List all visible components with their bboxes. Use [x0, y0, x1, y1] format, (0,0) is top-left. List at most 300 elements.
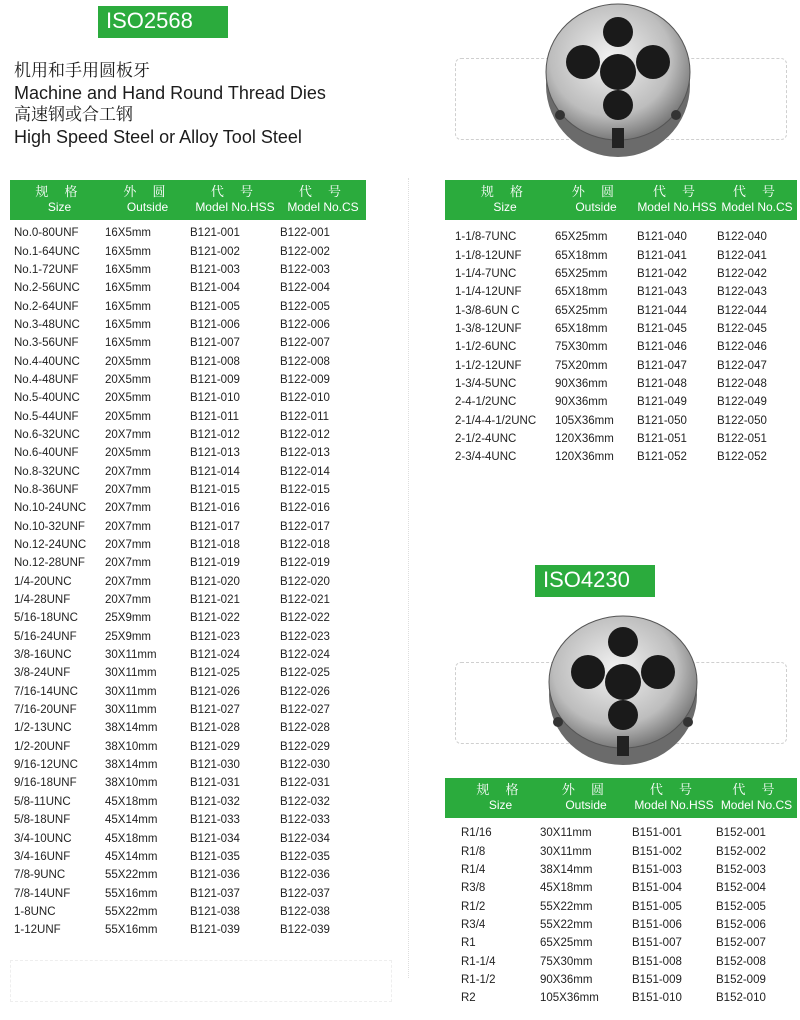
outside-cell: 20X7mm: [105, 594, 152, 607]
round-die-photo: [538, 610, 708, 770]
hss-model-cell: B151-005: [632, 900, 682, 913]
cs-model-cell: B122-038: [280, 905, 330, 918]
size-cell: 2-1/4-4-1/2UNC: [455, 414, 537, 427]
hss-model-cell: B121-038: [190, 905, 240, 918]
hss-model-cell: B151-004: [632, 882, 682, 895]
outside-cell: 20X7mm: [105, 539, 152, 552]
size-header: 规 格 Size: [480, 185, 530, 214]
size-cell: No.8-36UNF: [14, 483, 79, 496]
cs-model-cell: B122-051: [717, 432, 767, 445]
hss-model-cell: B121-039: [190, 924, 240, 937]
table-row: [445, 320, 797, 338]
size-cell: No.12-24UNC: [14, 539, 87, 552]
hss-model-cell: B151-003: [632, 863, 682, 876]
hss-model-cell: B121-045: [637, 322, 687, 335]
size-cell: 5/16-18UNC: [14, 612, 78, 625]
cs-model-cell: B122-032: [280, 795, 330, 808]
size-cell: 1-12UNF: [14, 924, 61, 937]
outside-cell: 65X18mm: [555, 322, 608, 335]
outside-cell: 75X30mm: [540, 955, 593, 968]
hss-model-cell: B121-040: [637, 231, 687, 244]
table-row: [445, 971, 797, 989]
outside-cell: 20X5mm: [105, 373, 152, 386]
hss-model-cell: B121-021: [190, 594, 240, 607]
outside-cell: 90X36mm: [540, 973, 593, 986]
outside-cell: 16X5mm: [105, 227, 152, 240]
hss-model-cell: B121-004: [190, 282, 240, 295]
hss-model-cell: B121-002: [190, 245, 240, 258]
table-row: [10, 224, 366, 242]
size-cell: 7/16-14UNC: [14, 685, 78, 698]
size-cell: 1-3/8-6UN C: [455, 304, 520, 317]
table-row: [445, 301, 797, 319]
size-cell: 1-3/8-12UNF: [455, 322, 522, 335]
outside-cell: 25X9mm: [105, 612, 152, 625]
hss-model-cell: B121-003: [190, 263, 240, 276]
outside-cell: 38X14mm: [105, 722, 158, 735]
hss-model-cell: B121-005: [190, 300, 240, 313]
hss-model-cell: B151-001: [632, 827, 682, 840]
outside-cell: 38X10mm: [105, 740, 158, 753]
table-row: [10, 426, 366, 444]
cs-model-cell: B152-004: [716, 882, 766, 895]
outside-cell: 65X18mm: [555, 286, 608, 299]
table-body: [445, 220, 797, 466]
table-row: [10, 591, 366, 609]
table-row: [10, 664, 366, 682]
table-row: [10, 407, 366, 425]
cs-model-cell: B122-030: [280, 759, 330, 772]
cs-model-cell: B122-005: [280, 300, 330, 313]
table-body: [445, 818, 797, 1007]
outside-cell: 38X14mm: [540, 863, 593, 876]
table-row: [10, 774, 366, 792]
cs-model-cell: B152-005: [716, 900, 766, 913]
size-cell: 1-8UNC: [14, 905, 56, 918]
cs-model-cell: B122-026: [280, 685, 330, 698]
hss-model-cell: B121-014: [190, 465, 240, 478]
cs-model-cell: B152-001: [716, 827, 766, 840]
outside-cell: 16X5mm: [105, 263, 152, 276]
cs-model-cell: B122-042: [717, 267, 767, 280]
table-row: [10, 903, 366, 921]
table-row: [10, 738, 366, 756]
round-die-photo: [538, 0, 698, 160]
cs-model-cell: B122-049: [717, 396, 767, 409]
hss-model-cell: B151-002: [632, 845, 682, 858]
table-row: [10, 719, 366, 737]
hss-model-cell: B121-044: [637, 304, 687, 317]
cs-model-cell: B122-050: [717, 414, 767, 427]
hss-model-cell: B151-008: [632, 955, 682, 968]
outside-cell: 30X11mm: [540, 827, 592, 840]
table-row: [10, 609, 366, 627]
outside-cell: 45X18mm: [540, 882, 593, 895]
size-cell: R1-1/2: [461, 973, 496, 986]
size-cell: 3/4-10UNC: [14, 832, 72, 845]
cs-model-cell: B122-018: [280, 539, 330, 552]
table-row: [445, 842, 797, 860]
size-cell: 1-1/4-12UNF: [455, 286, 522, 299]
hss-model-cell: B121-031: [190, 777, 240, 790]
outside-cell: 16X5mm: [105, 300, 152, 313]
outside-cell: 90X36mm: [555, 377, 608, 390]
outside-cell: 38X14mm: [105, 759, 158, 772]
inch-dies-table-left: [10, 180, 366, 939]
cs-model-cell: B152-010: [716, 992, 766, 1005]
hss-model-cell: B151-006: [632, 918, 682, 931]
outside-cell: 25X9mm: [105, 630, 152, 643]
hss-model-cell: B121-034: [190, 832, 240, 845]
table-header: [10, 180, 366, 220]
cs-model-cell: B122-012: [280, 428, 330, 441]
table-row: [445, 897, 797, 915]
outside-cell: 55X16mm: [105, 887, 158, 900]
size-cell: 7/16-20UNF: [14, 704, 77, 717]
outside-cell: 45X18mm: [105, 795, 158, 808]
outside-cell: 75X30mm: [555, 341, 608, 354]
outside-cell: 20X7mm: [105, 502, 152, 515]
outside-cell: 16X5mm: [105, 337, 152, 350]
cs-model-cell: B122-031: [280, 777, 330, 790]
hss-model-cell: B121-035: [190, 850, 240, 863]
size-cell: 2-3/4-4UNC: [455, 451, 517, 464]
cs-model-cell: B122-006: [280, 318, 330, 331]
size-cell: 1-1/4-7UNC: [455, 267, 517, 280]
hss-model-cell: B121-050: [637, 414, 687, 427]
size-cell: 9/16-12UNC: [14, 759, 78, 772]
size-header: 规 格 Size: [35, 185, 84, 214]
hss-model-cell: B121-051: [637, 432, 687, 445]
size-cell: 1/4-20UNC: [14, 575, 72, 588]
outside-cell: 55X22mm: [105, 869, 158, 882]
size-cell: 9/16-18UNF: [14, 777, 77, 790]
heading-zh-2: 高速钢或合工钢: [14, 105, 133, 125]
size-cell: 7/8-14UNF: [14, 887, 71, 900]
hss-model-cell: B121-042: [637, 267, 687, 280]
table-row: [10, 371, 366, 389]
table-row: [445, 375, 797, 393]
hss-model-cell: B121-052: [637, 451, 687, 464]
size-cell: R1/8: [461, 845, 486, 858]
table-row: [445, 916, 797, 934]
outside-cell: 20X5mm: [105, 447, 152, 460]
product-heading: [14, 60, 394, 148]
cs-model-cell: B122-001: [280, 227, 330, 240]
size-cell: R1/16: [461, 827, 492, 840]
hss-model-cell: B121-043: [637, 286, 687, 299]
cs-model-cell: B152-003: [716, 863, 766, 876]
outside-cell: 120X36mm: [555, 432, 614, 445]
outside-cell: 30X11mm: [105, 667, 157, 680]
heading-en-1: Machine and Hand Round Thread Dies: [14, 83, 326, 103]
outside-cell: 30X11mm: [105, 649, 157, 662]
hss-model-cell: B151-010: [632, 992, 682, 1005]
cs-model-cell: B152-006: [716, 918, 766, 931]
size-cell: R2: [461, 992, 476, 1005]
outside-cell: 65X25mm: [540, 937, 593, 950]
cs-model-cell: B122-027: [280, 704, 330, 717]
table-row: [10, 536, 366, 554]
size-cell: R1/2: [461, 900, 486, 913]
cs-model-cell: B122-016: [280, 502, 330, 515]
cs-model-cell: B122-044: [717, 304, 767, 317]
cs-header: 代 号 Model No.CS: [721, 185, 793, 214]
size-cell: No.5-40UNC: [14, 392, 80, 405]
size-cell: 1-3/4-5UNC: [455, 377, 517, 390]
hss-model-cell: B121-041: [637, 249, 687, 262]
hss-model-cell: B121-048: [637, 377, 687, 390]
size-cell: No.5-44UNF: [14, 410, 79, 423]
size-cell: 7/8-9UNC: [14, 869, 66, 882]
table-row: [10, 261, 366, 279]
decorative-dashed-frame: [10, 960, 392, 1002]
cs-model-cell: B122-008: [280, 355, 330, 368]
cs-model-cell: B152-002: [716, 845, 766, 858]
outside-cell: 20X7mm: [105, 520, 152, 533]
table-row: [10, 866, 366, 884]
size-cell: 1-1/8-7UNC: [455, 231, 517, 244]
table-row: [10, 646, 366, 664]
table-row: [10, 481, 366, 499]
hss-model-cell: B151-007: [632, 937, 682, 950]
hss-model-cell: B151-009: [632, 973, 682, 986]
cs-model-cell: B122-019: [280, 557, 330, 570]
outside-cell: 120X36mm: [555, 451, 614, 464]
table-row: [10, 297, 366, 315]
size-cell: No.3-48UNC: [14, 318, 80, 331]
size-cell: R3/4: [461, 918, 486, 931]
iso4230-badge: ISO4230: [535, 565, 655, 597]
hss-model-cell: B121-015: [190, 483, 240, 496]
table-row: [445, 393, 797, 411]
table-row: [10, 389, 366, 407]
size-cell: R3/8: [461, 882, 486, 895]
size-cell: 1/4-28UNF: [14, 594, 71, 607]
hss-model-cell: B121-018: [190, 539, 240, 552]
size-cell: 1/2-20UNF: [14, 740, 71, 753]
cs-model-cell: B122-041: [717, 249, 767, 262]
table-row: [445, 430, 797, 448]
hss-model-cell: B121-028: [190, 722, 240, 735]
outside-cell: 65X25mm: [555, 231, 608, 244]
outside-cell: 65X18mm: [555, 249, 608, 262]
table-row: [10, 462, 366, 480]
hss-model-cell: B121-006: [190, 318, 240, 331]
outside-cell: 55X22mm: [105, 905, 158, 918]
hss-model-cell: B121-007: [190, 337, 240, 350]
table-row: [445, 356, 797, 374]
outside-cell: 20X7mm: [105, 483, 152, 496]
size-cell: No.10-24UNC: [14, 502, 87, 515]
table-row: [445, 989, 797, 1007]
hss-model-cell: B121-022: [190, 612, 240, 625]
cs-model-cell: B152-008: [716, 955, 766, 968]
hss-model-cell: B121-016: [190, 502, 240, 515]
hss-model-cell: B121-020: [190, 575, 240, 588]
hss-model-cell: B121-032: [190, 795, 240, 808]
cs-model-cell: B122-007: [280, 337, 330, 350]
outside-cell: 20X5mm: [105, 410, 152, 423]
table-row: [10, 444, 366, 462]
cs-header: 代 号 Model No.CS: [287, 185, 359, 214]
cs-model-cell: B122-011: [280, 410, 330, 423]
table-row: [10, 921, 366, 939]
outside-cell: 16X5mm: [105, 282, 152, 295]
outside-cell: 45X18mm: [105, 832, 158, 845]
cs-model-cell: B122-039: [280, 924, 330, 937]
hss-model-cell: B121-047: [637, 359, 687, 372]
hss-model-cell: B121-049: [637, 396, 687, 409]
outside-cell: 55X22mm: [540, 900, 593, 913]
table-row: [10, 554, 366, 572]
cs-model-cell: B122-024: [280, 649, 330, 662]
cs-model-cell: B122-010: [280, 392, 330, 405]
heading-zh-1: 机用和手用圆板牙: [14, 61, 150, 81]
table-body: [10, 220, 366, 939]
size-cell: R1/4: [461, 863, 486, 876]
outside-cell: 20X7mm: [105, 465, 152, 478]
cs-model-cell: B122-047: [717, 359, 767, 372]
cs-model-cell: B122-023: [280, 630, 330, 643]
table-row: [445, 228, 797, 246]
size-cell: No.1-64UNC: [14, 245, 80, 258]
cs-model-cell: B122-003: [280, 263, 330, 276]
table-row: [445, 879, 797, 897]
size-cell: 2-4-1/2UNC: [455, 396, 517, 409]
cs-model-cell: B152-007: [716, 937, 766, 950]
hss-model-cell: B121-013: [190, 447, 240, 460]
cs-model-cell: B122-035: [280, 850, 330, 863]
table-row: [445, 952, 797, 970]
outside-cell: 65X25mm: [555, 304, 608, 317]
cs-model-cell: B122-037: [280, 887, 330, 900]
cs-model-cell: B122-052: [717, 451, 767, 464]
table-row: [445, 824, 797, 842]
cs-model-cell: B122-002: [280, 245, 330, 258]
pipe-dies-table: [445, 778, 797, 1007]
cs-model-cell: B122-046: [717, 341, 767, 354]
cs-model-cell: B122-048: [717, 377, 767, 390]
size-cell: R1: [461, 937, 476, 950]
hss-model-cell: B121-036: [190, 869, 240, 882]
size-cell: No.3-56UNF: [14, 337, 79, 350]
size-cell: No.2-64UNF: [14, 300, 79, 313]
outside-cell: 30X11mm: [105, 685, 157, 698]
hss-model-cell: B121-027: [190, 704, 240, 717]
size-cell: No.12-28UNF: [14, 557, 85, 570]
size-cell: 5/16-24UNF: [14, 630, 77, 643]
table-row: [445, 411, 797, 429]
outside-cell: 65X25mm: [555, 267, 608, 280]
size-cell: 5/8-11UNC: [14, 795, 71, 808]
size-cell: 1/2-13UNC: [14, 722, 72, 735]
table-row: [445, 338, 797, 356]
table-row: [10, 334, 366, 352]
table-row: [10, 683, 366, 701]
table-row: [445, 265, 797, 283]
table-row: [10, 499, 366, 517]
outside-cell: 16X5mm: [105, 245, 152, 258]
size-cell: R1-1/4: [461, 955, 496, 968]
size-cell: No.10-32UNF: [14, 520, 85, 533]
outside-cell: 105X36mm: [540, 992, 599, 1005]
cs-model-cell: B122-034: [280, 832, 330, 845]
cs-model-cell: B122-028: [280, 722, 330, 735]
outside-cell: 20X7mm: [105, 428, 152, 441]
table-row: [10, 793, 366, 811]
size-cell: No.4-40UNC: [14, 355, 80, 368]
table-row: [445, 283, 797, 301]
size-cell: No.0-80UNF: [14, 227, 79, 240]
outside-cell: 30X11mm: [105, 704, 157, 717]
outside-cell: 45X14mm: [105, 850, 158, 863]
hss-model-cell: B121-019: [190, 557, 240, 570]
cs-model-cell: B122-009: [280, 373, 330, 386]
size-cell: No.6-32UNC: [14, 428, 80, 441]
cs-model-cell: B122-029: [280, 740, 330, 753]
size-cell: No.1-72UNF: [14, 263, 79, 276]
table-row: [10, 242, 366, 260]
hss-model-cell: B121-012: [190, 428, 240, 441]
cs-header: 代 号 Model No.CS: [720, 783, 793, 812]
hss-model-cell: B121-037: [190, 887, 240, 900]
outside-cell: 20X5mm: [105, 392, 152, 405]
size-cell: No.6-40UNF: [14, 447, 79, 460]
table-header: [445, 778, 797, 818]
hss-header: 代 号 Model No.HSS: [195, 185, 275, 214]
hss-model-cell: B121-030: [190, 759, 240, 772]
size-cell: No.2-56UNC: [14, 282, 80, 295]
size-cell: No.8-32UNC: [14, 465, 80, 478]
table-row: [10, 573, 366, 591]
hss-model-cell: B121-029: [190, 740, 240, 753]
table-row: [10, 518, 366, 536]
hss-model-cell: B121-026: [190, 685, 240, 698]
size-cell: 2-1/2-4UNC: [455, 432, 517, 445]
cs-model-cell: B122-022: [280, 612, 330, 625]
hss-model-cell: B121-024: [190, 649, 240, 662]
outside-cell: 55X22mm: [540, 918, 593, 931]
table-row: [10, 829, 366, 847]
outside-cell: 20X7mm: [105, 557, 152, 570]
size-cell: 3/4-16UNF: [14, 850, 71, 863]
hss-model-cell: B121-017: [190, 520, 240, 533]
table-row: [10, 756, 366, 774]
hss-header: 代 号 Model No.HSS: [634, 783, 714, 812]
table-row: [10, 811, 366, 829]
outside-cell: 45X14mm: [105, 814, 158, 827]
outside-cell: 90X36mm: [555, 396, 608, 409]
cs-model-cell: B122-017: [280, 520, 330, 533]
table-row: [445, 448, 797, 466]
table-row: [445, 861, 797, 879]
table-row: [10, 352, 366, 370]
table-row: [10, 884, 366, 902]
outside-cell: 20X5mm: [105, 355, 152, 368]
cs-model-cell: B122-014: [280, 465, 330, 478]
outside-cell: 75X20mm: [555, 359, 608, 372]
hss-model-cell: B121-046: [637, 341, 687, 354]
cs-model-cell: B122-040: [717, 231, 767, 244]
hss-model-cell: B121-025: [190, 667, 240, 680]
outside-cell: 105X36mm: [555, 414, 614, 427]
outside-header: 外 圆 Outside: [561, 783, 611, 812]
cs-model-cell: B122-043: [717, 286, 767, 299]
outside-cell: 20X7mm: [105, 575, 152, 588]
outside-header: 外 圆 Outside: [123, 185, 172, 214]
inch-dies-table-right: [445, 180, 797, 466]
